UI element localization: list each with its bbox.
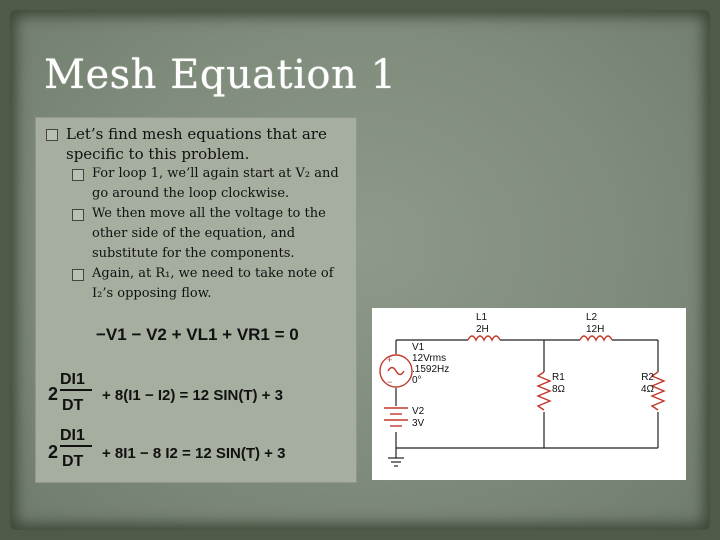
eq3-fraction-denominator: DT	[62, 453, 84, 468]
ac-source-wave	[388, 368, 404, 375]
bullet-text: Let’s find mesh equations that are specific to this problem.	[66, 125, 327, 163]
sub-bullet-item	[72, 264, 350, 304]
inductor-l1-icon	[468, 336, 500, 340]
equations-image	[44, 318, 348, 468]
eq2-coefficient: 2	[48, 384, 59, 404]
equation-kvl: −V1 − V2 + VL1 + VR1 = 0	[96, 325, 299, 344]
bullet-item	[46, 124, 350, 164]
bullet-list	[46, 124, 350, 304]
bullet-square-icon	[46, 129, 58, 141]
label-l1-value: 2H	[476, 324, 489, 335]
label-l2: L2	[586, 312, 598, 323]
eq3-fraction-numerator: DI1	[60, 427, 85, 444]
bullet-square-icon	[72, 169, 84, 181]
inductor-l2-icon	[580, 336, 612, 340]
label-v2-value: 3V	[412, 418, 425, 429]
ac-source-minus: −	[387, 377, 393, 387]
label-r1: R1	[552, 372, 565, 383]
label-v1: V1	[412, 342, 425, 353]
eq2-rest: + 8(I1 − I2) = 12 SIN(T) + 3	[102, 387, 283, 404]
resistor-r1-icon	[538, 372, 550, 410]
label-l2-value: 12H	[586, 324, 605, 335]
label-r2-value: 4Ω	[640, 384, 654, 395]
label-v1-frequency: .1592Hz	[412, 364, 450, 375]
label-v1-phase: 0°	[412, 375, 422, 386]
sub-bullet-text: For loop 1, we’ll again start at V₂ and go around the loop clockwise.	[92, 166, 339, 201]
eq3-coefficient: 2	[48, 442, 59, 462]
sub-bullet-item	[72, 164, 350, 204]
ac-source-plus: +	[387, 355, 393, 365]
eq2-fraction-numerator: DI1	[60, 371, 85, 388]
eq3-rest: + 8I1 − 8 I2 = 12 SIN(T) + 3	[102, 445, 286, 462]
label-v2: V2	[412, 406, 425, 417]
sub-bullet-text: We then move all the voltage to the other side of the equation, and substitute for the components.	[92, 206, 326, 261]
bullet-square-icon	[72, 269, 84, 281]
circuit-diagram	[372, 308, 686, 480]
battery-icon	[384, 408, 408, 426]
slide-title: Mesh Equation 1	[44, 52, 397, 98]
bullet-square-icon	[72, 209, 84, 221]
sub-bullet-item	[72, 204, 350, 264]
label-r2: R2	[641, 372, 654, 383]
label-v1-amplitude: 12Vrms	[412, 353, 447, 364]
label-r1-value: 8Ω	[552, 384, 566, 395]
label-l1: L1	[476, 312, 488, 323]
eq2-fraction-denominator: DT	[62, 397, 84, 414]
sub-bullet-text: Again, at R₁, we need to take note of I₂’s opposing flow.	[92, 266, 334, 301]
